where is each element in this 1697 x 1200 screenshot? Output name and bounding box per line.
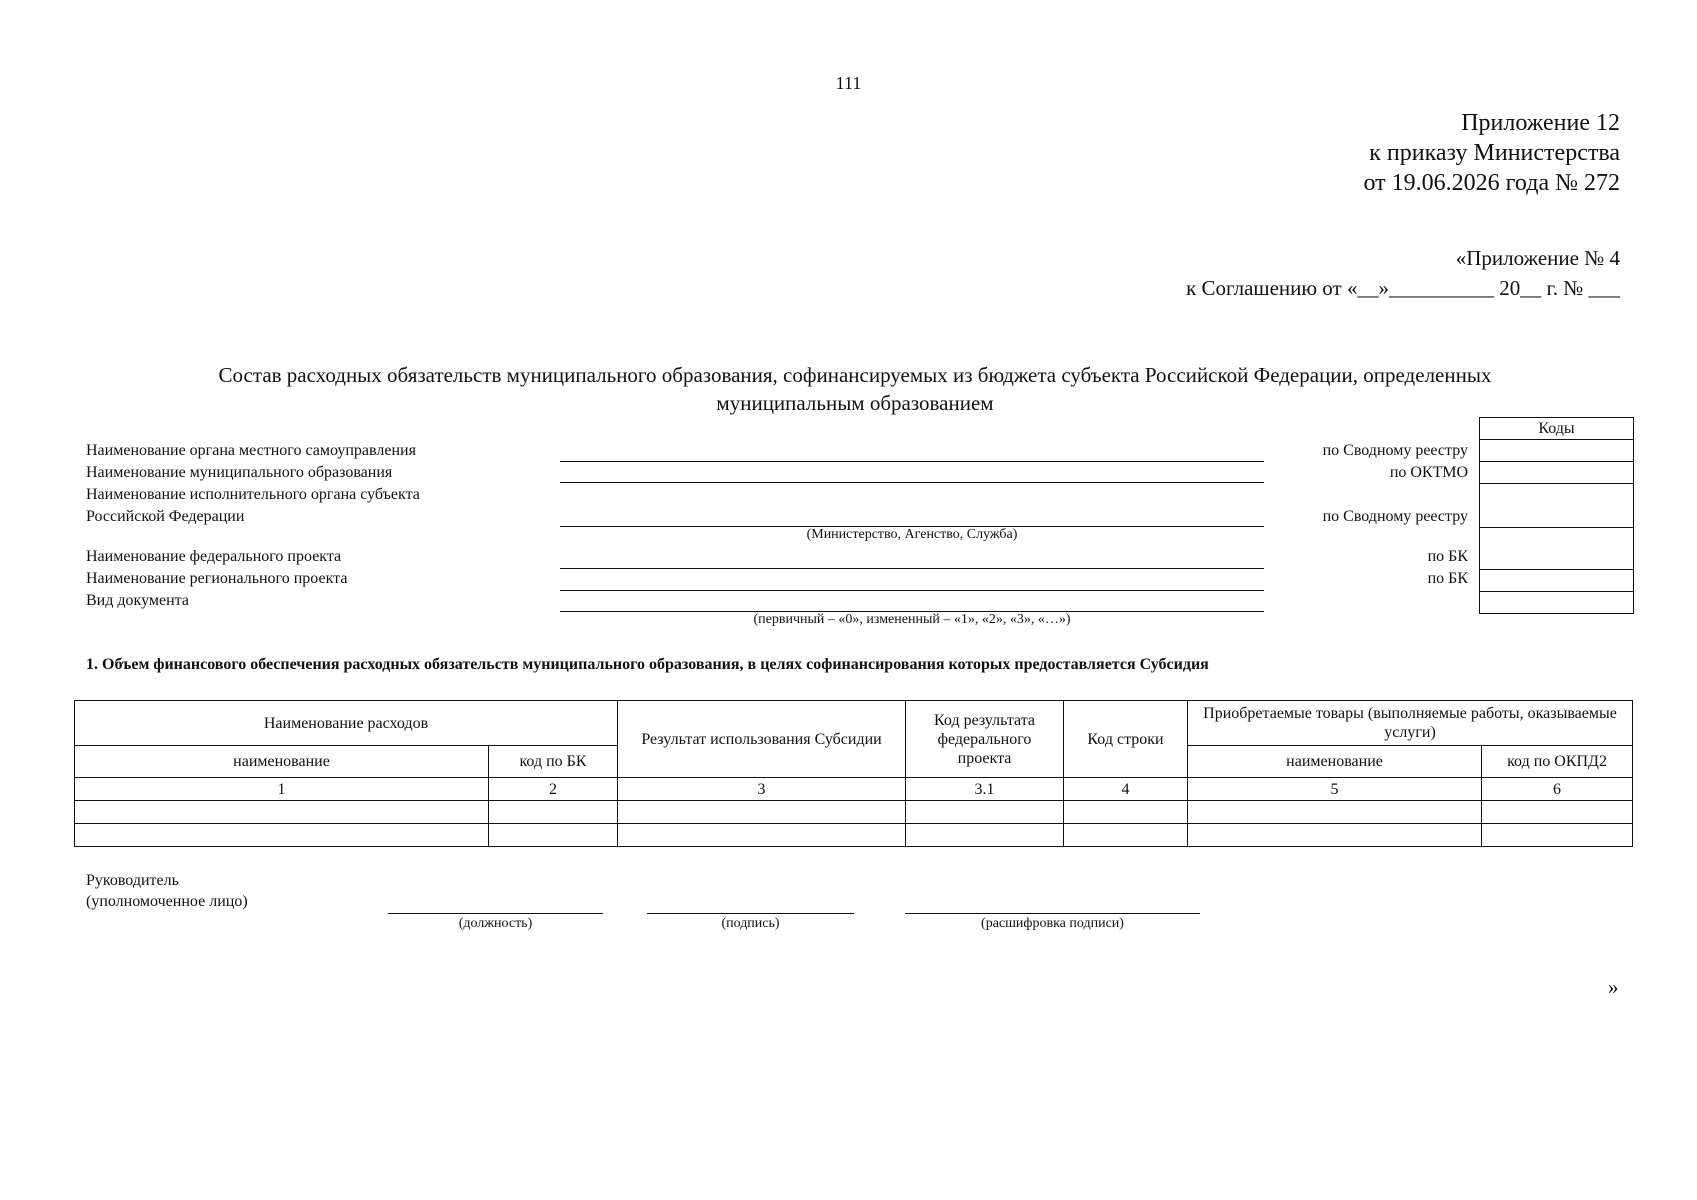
signature-sign-line[interactable] — [647, 913, 854, 914]
column-number: 5 — [1188, 778, 1482, 801]
codes-header: Коды — [1480, 418, 1633, 440]
label-doc-type: Вид документа — [86, 592, 189, 609]
header-result-code: Код результата федерального проекта — [906, 701, 1064, 778]
code-cell-oktmo[interactable] — [1480, 462, 1633, 484]
field-municipality[interactable] — [560, 482, 1264, 483]
label-federal-project: Наименование федерального проекта — [86, 548, 342, 565]
label-exec-body-1: Наименование исполнительного органа субъекта — [86, 486, 420, 503]
signature-decoding-line[interactable] — [905, 913, 1200, 914]
hint-exec-body: (Министерство, Агенство, Служба) — [806, 527, 1018, 542]
signature-sign-caption: (подпись) — [721, 916, 780, 931]
table-cell[interactable] — [618, 801, 906, 824]
table-row — [75, 801, 1633, 824]
column-number: 4 — [1064, 778, 1188, 801]
table-cell[interactable] — [1188, 801, 1482, 824]
appendix-line-2: к приказу Министерства — [1369, 140, 1620, 166]
table-column-numbers-row — [75, 778, 1633, 801]
table-cell[interactable] — [75, 824, 489, 847]
header-goods: Приобретаемые товары (выполняемые работы, оказываемые услуги) — [1188, 701, 1633, 746]
table-cell[interactable] — [906, 824, 1064, 847]
column-number: 3 — [618, 778, 906, 801]
code-cell-bk-1[interactable] — [1480, 528, 1633, 570]
code-cell-bk-2[interactable] — [1480, 570, 1633, 592]
page-number: 111 — [835, 73, 862, 93]
table-header-row-1 — [75, 701, 1633, 746]
label-exec-body-2: Российской Федерации — [86, 508, 245, 525]
subheader-goods-name: наименование — [1188, 746, 1482, 778]
right-label-bk-2: по БК — [1427, 570, 1468, 587]
table-cell[interactable] — [75, 801, 489, 824]
right-label-oktmo: по ОКТМО — [1389, 464, 1468, 481]
document-title-line-2: муниципальным образованием — [716, 391, 994, 415]
table-cell[interactable] — [489, 824, 618, 847]
code-cell-registry-1[interactable] — [1480, 440, 1633, 462]
table-cell[interactable] — [906, 801, 1064, 824]
closing-quote: » — [1608, 975, 1619, 999]
signature-position-line[interactable] — [388, 913, 603, 914]
table-row — [75, 824, 1633, 847]
appendix-line-3: от 19.06.2026 года № 272 — [1363, 170, 1620, 196]
section-1-heading: 1. Объем финансового обеспечения расходных обязательств муниципального образования, в целях софинансирования которых предоставляется Субсидия — [86, 656, 1209, 673]
column-number: 1 — [75, 778, 489, 801]
label-municipality: Наименование муниципального образования — [86, 464, 393, 481]
signature-role-2: (уполномоченное лицо) — [86, 893, 248, 910]
codes-box — [1479, 417, 1634, 614]
column-number: 6 — [1482, 778, 1633, 801]
label-local-gov: Наименование органа местного самоуправления — [86, 442, 416, 459]
hint-doc-type: (первичный – «0», измененный – «1», «2», «3», «…») — [753, 612, 1071, 627]
signature-position-caption: (должность) — [458, 916, 533, 931]
field-regional-project[interactable] — [560, 590, 1264, 591]
table-cell[interactable] — [618, 824, 906, 847]
subheader-bk-code: код по БК — [489, 746, 618, 778]
code-cell-registry-2[interactable] — [1480, 484, 1633, 528]
expenses-table — [74, 700, 1633, 847]
header-row-code: Код строки — [1064, 701, 1188, 778]
right-label-registry-1: по Сводному реестру — [1322, 442, 1468, 459]
label-regional-project: Наименование регионального проекта — [86, 570, 348, 587]
column-number: 2 — [489, 778, 618, 801]
table-cell[interactable] — [1064, 801, 1188, 824]
header-expenses: Наименование расходов — [75, 701, 618, 746]
appendix-line-1: Приложение 12 — [1461, 110, 1620, 136]
document-title-line-1: Состав расходных обязательств муниципального образования, софинансируемых из бюджета субъекта Российской Федерации, определенных — [218, 363, 1492, 387]
column-number: 3.1 — [906, 778, 1064, 801]
signature-role-1: Руководитель — [86, 872, 179, 889]
appendix-line-4: «Приложение № 4 — [1455, 246, 1620, 270]
right-label-registry-2: по Сводному реестру — [1322, 508, 1468, 525]
subheader-okpd2-code: код по ОКПД2 — [1482, 746, 1633, 778]
table-cell[interactable] — [1482, 801, 1633, 824]
field-federal-project[interactable] — [560, 568, 1264, 569]
table-cell[interactable] — [489, 801, 618, 824]
subheader-expense-name: наименование — [75, 746, 489, 778]
right-label-bk-1: по БК — [1427, 548, 1468, 565]
table-cell[interactable] — [1064, 824, 1188, 847]
header-result: Результат использования Субсидии — [618, 701, 906, 778]
code-cell-doc-type[interactable] — [1480, 592, 1633, 614]
appendix-line-5: к Соглашению от «__»__________ 20__ г. № ___ — [1186, 276, 1620, 300]
document-title — [100, 361, 1610, 417]
field-local-gov[interactable] — [560, 461, 1264, 462]
signature-decoding-caption: (расшифровка подписи) — [981, 916, 1124, 931]
table-cell[interactable] — [1188, 824, 1482, 847]
table-cell[interactable] — [1482, 824, 1633, 847]
